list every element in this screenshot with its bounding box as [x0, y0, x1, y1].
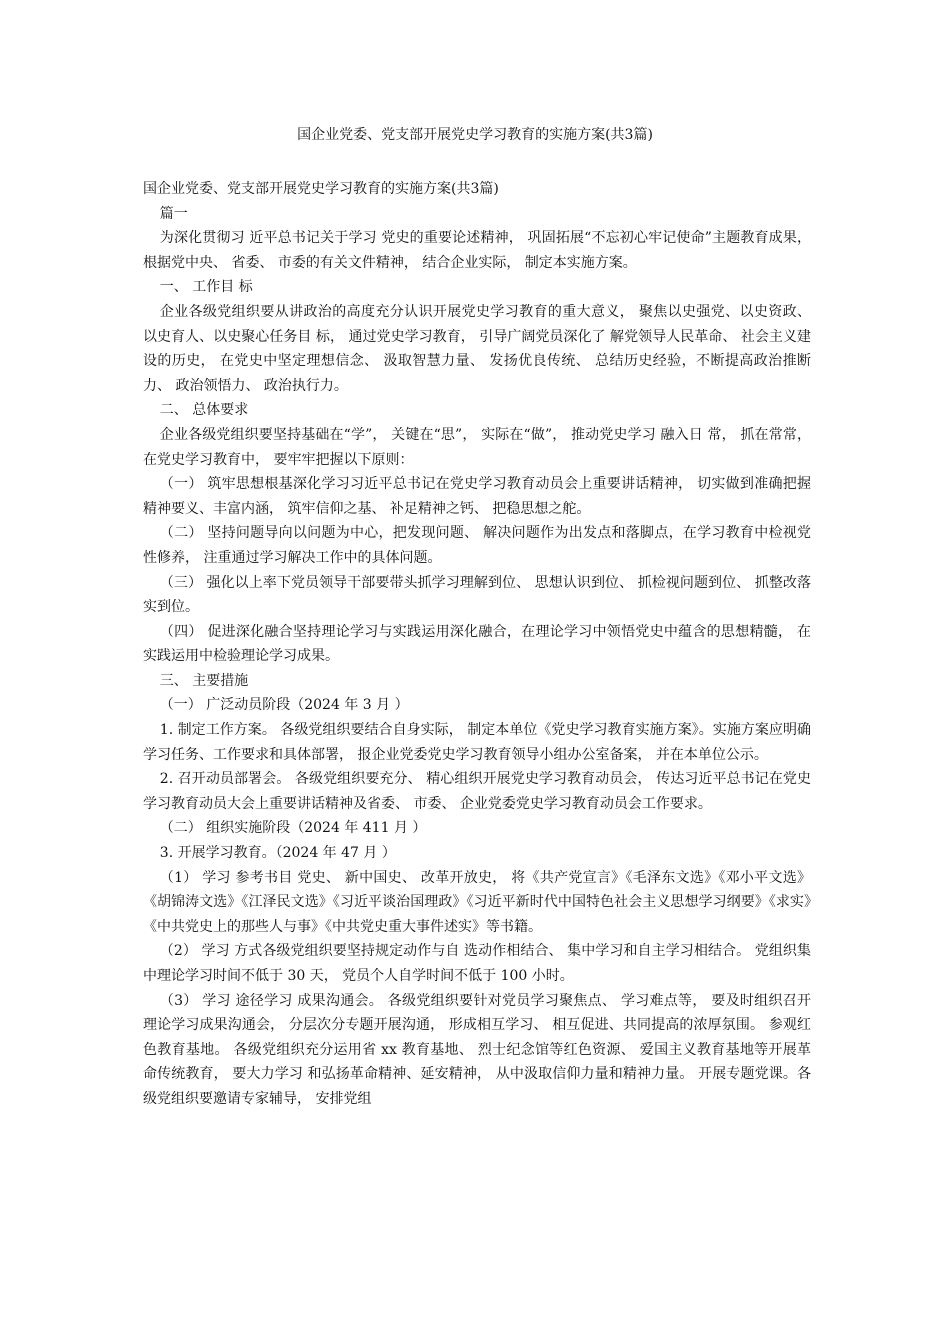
paragraph: 1. 制定工作方案。 各级党组织要结合自身实际， 制定本单位《党史学习教育实施方案》。实施方案应明确学习任务、工作要求和具体部署， 报企业党委党史学习教育领导小组办公室备案， 并在本单位公示。 [143, 722, 811, 763]
paragraph: （四） 促进深化融合坚持理论学习与实践运用深化融合，在理论学习中领悟党史中蕴含的思想精髓， 在实践运用中检验理论学习成果。 [143, 623, 811, 665]
paragraph: （2） 学习 方式各级党组织要坚持规定动作与自 选动作相结合、 集中学习和自主学习相结合。 党组织集中理论学习时间不低于 30 天， 党员个人自学时间不低于 100 小时。 [143, 943, 811, 984]
document-body [143, 177, 811, 1112]
section-heading: 一、 工作目 标 [159, 279, 253, 296]
section-heading: 二、 总体要求 [159, 402, 249, 419]
page-title: 国企业党委、党支部开展党史学习教育的实施方案(共3篇) [297, 127, 653, 143]
paragraph: （一） 筑牢思想根基深化学习习近平总书记在党史学习教育动员会上重要讲话精神， 切实做到准确把握精神要义、丰富内涵， 筑牢信仰之基、 补足精神之钙、 把稳思想之舵。 [143, 476, 811, 517]
subsection-heading: （二） 组织实施阶段（2024 年 411 月 ） [159, 820, 427, 837]
paragraph: （1） 学习 参考书目 党史、 新中国史、 改革开放史， 将《共产党宣言》《毛泽东文选》《邓小平文选》《胡锦涛文选》《江泽民文选》《习近平谈治国理政》《习近平新时代中国特色社会主义思想学习纲要》《求实》《中共党史上的那些人与事》《中共党史重大事件述实》等书籍。 [143, 869, 811, 935]
paragraph: （三） 强化以上率下党员领导干部要带头抓学习理解到位、 思想认识到位、 抓检视问题到位、 抓整改落实到位。 [143, 574, 811, 616]
subsection-heading: （一） 广泛动员阶段（2024 年 3 月 ） [159, 697, 409, 714]
paragraph: 为深化贯彻习 近平总书记关于学习 党史的重要论述精神， 巩固拓展“不忘初心牢记使命”主题教育成果， 根据党中央、 省委、 市委的有关文件精神， 结合企业实际， 制定本实施方案。 [143, 230, 811, 271]
section-heading: 三、 主要措施 [159, 672, 249, 689]
paragraph: 2. 召开动员部署会。 各级党组织要充分、 精心组织开展党史学习教育动员会， 传达习近平总书记在党史学习教育动员大会上重要讲话精神及省委、 市委、 企业党委党史学习教育动员会工作要求。 [143, 771, 811, 812]
paragraph: 企业各级党组织要从讲政治的高度充分认识开展党史学习教育的重大意义， 聚焦以史强党、以史资政、 以史育人、以史聚心任务目 标， 通过党史学习教育， 引导广阔党员深化了 解党领导人民革命、 社会主义建设的历史， 在党史中坚定理想信念、 汲取智慧力量、 发扬优良传统、 总结历史经验，不断提高政治推断力、 政治领悟力、 政治执行力。 [143, 303, 811, 394]
paragraph: 企业各级党组织要坚持基础在“学”， 关键在“思”， 实际在“做”， 推动党史学习 融入日 常， 抓在常常， 在党史学习教育中， 要牢牢把握以下原则： [143, 426, 811, 468]
paragraph: 3. 开展学习教育。（2024 年 47 月 ） [159, 845, 396, 862]
paragraph: （3） 学习 途径学习 成果沟通会。 各级党组织要针对党员学习聚焦点、 学习难点等， 要及时组织召开理论学习成果沟通会， 分层次分专题开展沟通， 形成相互学习、 相互促进、共同提高的浓厚氛围。 参观红色教育基地。 各级党组织充分运用省 xx 教育基地、 烈士纪念馆等红色资源、 爱国主义教育基地等开展革命传统教育， 要大力学习 和弘扬革命精神、延安精神， 从中汲取信仰力量和精神力量。 开展专题党课。各级党组织要邀请专家辅导， 安排党组 [143, 992, 811, 1107]
paragraph: （二） 坚持问题导向以问题为中心，把发现问题、 解决问题作为出发点和落脚点，在学习教育中检视党性修养， 注重通过学习解决工作中的具体问题。 [143, 525, 811, 566]
section-label: 篇一 [159, 205, 188, 222]
doc-heading: 国企业党委、党支部开展党史学习教育的实施方案(共3篇) [143, 181, 499, 197]
